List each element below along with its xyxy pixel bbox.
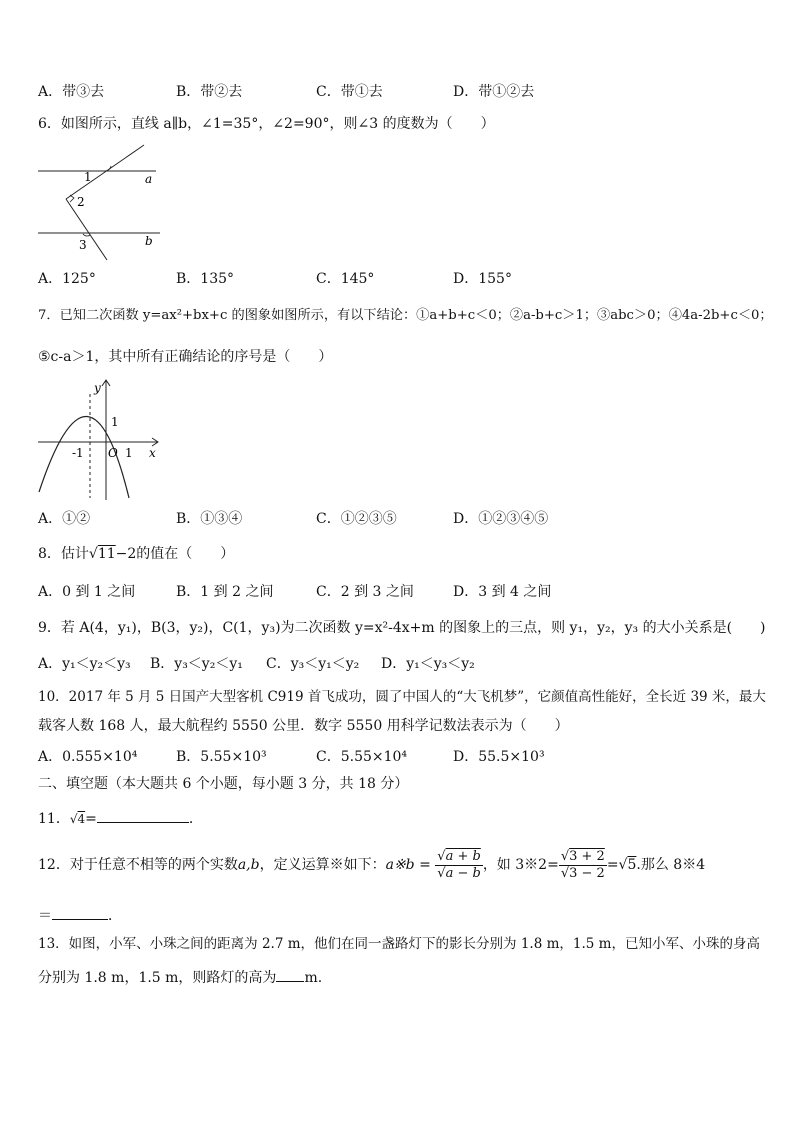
q12-tail: .那么 8※4 bbox=[636, 857, 706, 873]
q7-option-b[interactable]: B．①③④ bbox=[176, 511, 243, 527]
angle2-label: 2 bbox=[77, 195, 85, 209]
q10-options bbox=[38, 748, 758, 766]
line-a-label: a bbox=[145, 172, 153, 186]
transversal-upper bbox=[66, 145, 144, 199]
sqrt-sign: √ bbox=[618, 857, 628, 873]
fraction-denominator: √a − b bbox=[437, 865, 481, 881]
q10-stem-line2: 载客人数 168 人，最大航程约 5550 公里．数字 5550 用科学记数法表示为（ ） bbox=[38, 718, 569, 734]
q8-option-c[interactable]: C．2 到 3 之间 bbox=[316, 584, 414, 600]
q7-stem-line1: 7．已知二次函数 y=ax²+bx+c 的图象如图所示，有以下结论：①a+b+c＜0；②a-b+c＞1；③abc＞0；④4a-2b+c＜0； bbox=[38, 308, 773, 323]
q13-stem-line2 bbox=[38, 967, 322, 987]
q5-option-c[interactable]: C．带①去 bbox=[316, 84, 383, 100]
q9-option-b[interactable]: B．y₃＜y₂＜y₁ bbox=[150, 656, 243, 672]
q11-equals: = bbox=[85, 811, 97, 827]
q5-option-b[interactable]: B．带②去 bbox=[176, 84, 243, 100]
q7-stem-line2: ⑤c-a＞1，其中所有正确结论的序号是（ ） bbox=[38, 349, 333, 365]
q6-options bbox=[38, 270, 758, 288]
q8-stem bbox=[38, 545, 234, 563]
q11-answer-blank[interactable] bbox=[97, 808, 189, 823]
q12-example-equals: = bbox=[606, 857, 619, 873]
q5-options bbox=[38, 83, 758, 101]
q8-option-b[interactable]: B．1 到 2 之间 bbox=[176, 584, 274, 600]
q8-radicand: 11 bbox=[97, 546, 116, 562]
q6-option-c[interactable]: C．145° bbox=[316, 271, 375, 287]
q6-stem: 6．如图所示，直线 a∥b，∠1=35°，∠2=90°，则∠3 的度数为（ ） bbox=[38, 116, 495, 132]
q5-option-d[interactable]: D．带①②去 bbox=[453, 84, 535, 100]
y-intercept-label: 1 bbox=[111, 415, 119, 429]
q10-option-b[interactable]: B．5.55×10³ bbox=[176, 749, 267, 765]
q11-end: ． bbox=[188, 811, 203, 827]
angle1-label: 1 bbox=[84, 170, 92, 184]
angle3-label: 3 bbox=[79, 238, 87, 252]
fraction-denominator: √3 − 2 bbox=[560, 865, 605, 881]
q7-figure bbox=[36, 372, 166, 502]
q9-stem: 9．若 A(4，y₁)，B(3，y₂)，C(1，y₃)为二次函数 y=x²-4x+m 的图象上的三点，则 y₁，y₂，y₃ 的大小关系是( ) bbox=[38, 620, 766, 636]
x-axis-label: x bbox=[149, 446, 156, 460]
q13-line2-suffix: m. bbox=[304, 970, 323, 986]
q10-stem-line1: 10．2017 年 5 月 5 日国产大型客机 C919 首飞成功，圆了中国人的“大飞机梦”，它颜值高性能好，全长近 39 米，最大 bbox=[38, 689, 766, 705]
one-x-label: 1 bbox=[125, 446, 133, 460]
q12-example-fraction bbox=[559, 849, 607, 882]
q7-option-d[interactable]: D．①②③④⑤ bbox=[453, 511, 549, 527]
q11-radicand: 4 bbox=[77, 812, 86, 826]
q7-option-c[interactable]: C．①②③⑤ bbox=[316, 511, 397, 527]
q12-example-result: 5 bbox=[627, 857, 637, 873]
q13-stem-line1: 13．如图，小军、小珠之间的距离为 2.7 m，他们在同一盏路灯下的影长分别为 1.8 m，1.5 m，已知小军、小珠的身高 bbox=[38, 936, 760, 952]
q8-stem-prefix: 8．估计 bbox=[38, 546, 89, 562]
q9-option-a[interactable]: A．y₁＜y₂＜y₃ bbox=[38, 656, 131, 672]
q12-answer-line bbox=[38, 905, 122, 925]
q13-line2-prefix: 分别为 1.8 m，1.5 m，则路灯的高为 bbox=[38, 970, 277, 986]
q12-mid: ，定义运算※如下： bbox=[259, 857, 386, 873]
q12-vars: a,b bbox=[237, 857, 260, 873]
y-axis-label: y bbox=[94, 381, 101, 395]
q6-option-a[interactable]: A．125° bbox=[38, 271, 96, 287]
q9-option-d[interactable]: D．y₁＜y₃＜y₂ bbox=[381, 656, 475, 672]
q12-line2-prefix: ＝ bbox=[38, 908, 52, 924]
q9-options bbox=[38, 655, 758, 673]
q12-definition-fraction bbox=[435, 849, 483, 882]
q8-stem-suffix: −2的值在（ ） bbox=[115, 546, 235, 562]
angle1-arc bbox=[105, 166, 111, 171]
q6-option-d[interactable]: D．155° bbox=[453, 271, 512, 287]
q12-prefix: 12．对于任意不相等的两个实数 bbox=[38, 857, 238, 873]
sqrt-sign: √ bbox=[69, 812, 78, 826]
q8-option-a[interactable]: A．0 到 1 之间 bbox=[38, 584, 136, 600]
q11-prefix: 11． bbox=[38, 811, 70, 827]
q12-stem bbox=[38, 845, 705, 885]
q7-option-a[interactable]: A．①② bbox=[38, 511, 91, 527]
fraction-numerator: √a + b bbox=[437, 848, 481, 864]
q6-option-b[interactable]: B．135° bbox=[176, 271, 235, 287]
angle3-arc bbox=[83, 234, 90, 236]
q12-example-prefix: ，如 3※2= bbox=[482, 857, 559, 873]
q13-answer-blank[interactable] bbox=[276, 967, 304, 982]
q6-figure bbox=[36, 140, 166, 262]
q10-option-c[interactable]: C．5.55×10⁴ bbox=[316, 749, 408, 765]
section-title: 二、填空题（本大题共 6 个小题，每小题 3 分，共 18 分） bbox=[38, 776, 409, 792]
sqrt-sign: √ bbox=[88, 546, 98, 562]
q11-stem bbox=[38, 808, 203, 828]
q10-option-a[interactable]: A．0.555×10⁴ bbox=[38, 749, 138, 765]
q8-options bbox=[38, 583, 758, 601]
q12-answer-blank[interactable] bbox=[52, 905, 108, 920]
q12-line2-end: ． bbox=[108, 908, 122, 924]
origin-label: O bbox=[108, 446, 118, 460]
q9-option-c[interactable]: C．y₃＜y₁＜y₂ bbox=[266, 656, 360, 672]
q7-options bbox=[38, 510, 758, 528]
line-b-label: b bbox=[145, 234, 153, 248]
neg-one-label: -1 bbox=[72, 446, 84, 460]
q10-option-d[interactable]: D．55.5×10³ bbox=[453, 749, 545, 765]
fraction-numerator: √3 + 2 bbox=[560, 848, 605, 864]
q12-definition-lhs: a※b = bbox=[385, 857, 431, 873]
q5-option-a[interactable]: A．带③去 bbox=[38, 84, 105, 100]
q8-option-d[interactable]: D．3 到 4 之间 bbox=[453, 584, 552, 600]
